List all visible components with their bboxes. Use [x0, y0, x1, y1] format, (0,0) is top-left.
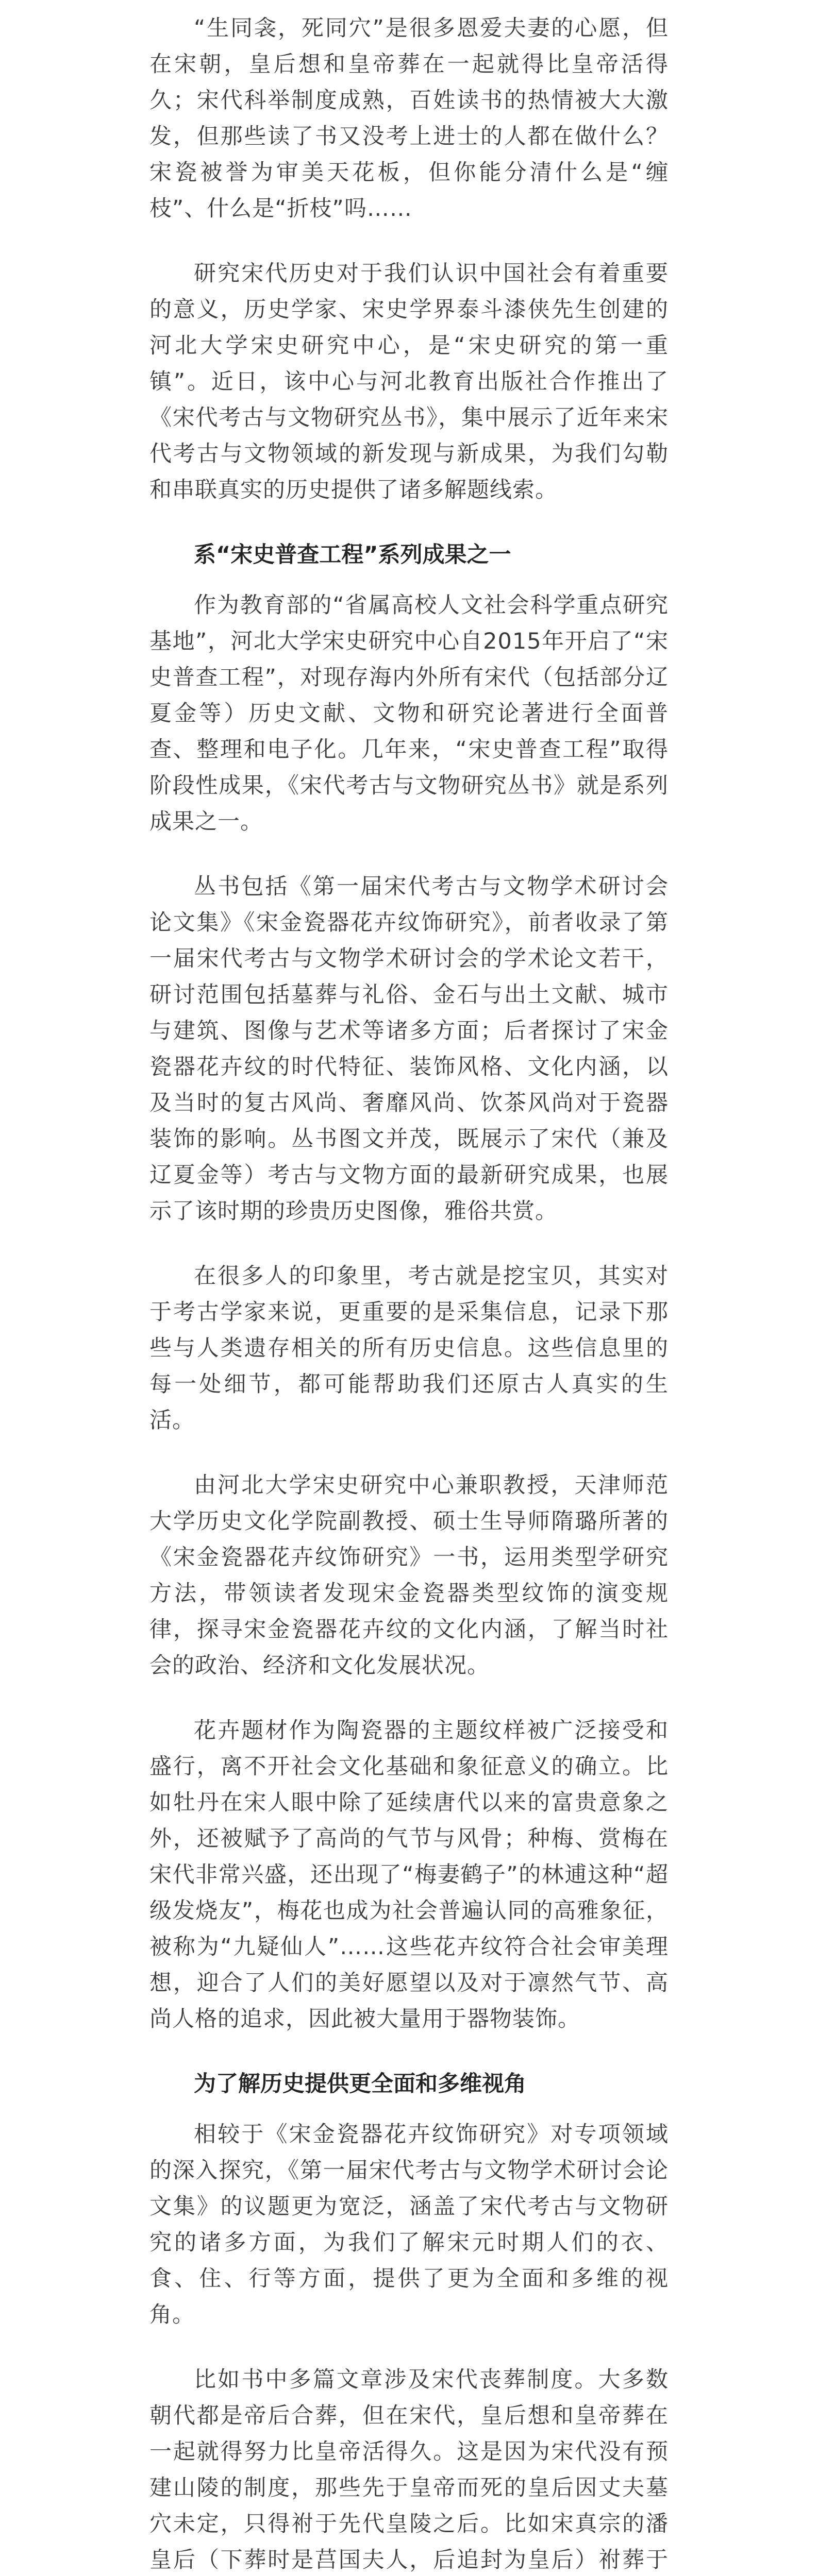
paragraph: 作为教育部的“省属高校人文社会科学重点研究基地”，河北大学宋史研究中心自2015年开启了“宋史普查工程”，对现存海内外所有宋代（包括部分辽夏金等）历史文献、文物和研究论著进行全面普查、整理和电子化。几年来，“宋史普查工程”取得阶段性成果，《宋代考古与文物研究丛书》就是系列成果之一。 — [149, 592, 669, 835]
section-heading: 系“宋史普查工程”系列成果之一 — [194, 542, 511, 568]
paragraph: 研究宋代历史对于我们认识中国社会有着重要的意义，历史学家、宋史学界泰斗漆侠先生创建的河北大学宋史研究中心，是“宋史研究的第一重镇”。近日，该中心与河北教育出版社合作推出了《宋代考古与文物研究丛书》，集中展示了近年来宋代考古与文物领域的新发现与新成果，为我们勾勒和串联真实的历史提供了诸多解题线索。 — [149, 261, 669, 503]
paragraph: 相较于《宋金瓷器花卉纹饰研究》对专项领域的深入探究，《第一届宋代考古与文物学术研讨会论文集》的议题更为宽泛，涵盖了宋代考古与文物研究的诸多方面，为我们了解宋元时期人们的衣、食、住、行等方面，提供了更为全面和多维的视角。 — [149, 2122, 669, 2328]
paragraph: 丛书包括《第一届宋代考古与文物学术研讨会论文集》《宋金瓷器花卉纹饰研究》，前者收录了第一届宋代考古与文物学术研讨会的学术论文若干，研讨范围包括墓葬与礼俗、金石与出土文献、城市与建筑、图像与艺术等诸多方面；后者探讨了宋金瓷器花卉纹的时代特征、装饰风格、文化内涵，以及当时的复古风尚、奢靡风尚、饮茶风尚对于瓷器装饰的影响。丛书图文并茂，既展示了宋代（兼及辽夏金等）考古与文物方面的最新研究成果，也展示了该时期的珍贵历史图像，雅俗共赏。 — [149, 874, 669, 1224]
section-heading: 为了解历史提供更全面和多维视角 — [194, 2071, 526, 2097]
paragraph: 由河北大学宋史研究中心兼职教授，天津师范大学历史文化学院副教授、硕士生导师隋璐所著的《宋金瓷器花卉纹饰研究》一书，运用类型学研究方法，带领读者发现宋金瓷器类型纹饰的演变规律，探寻宋金瓷器花卉纹的文化内涵，了解当时社会的政治、经济和文化发展状况。 — [149, 1472, 669, 1679]
paragraph: 比如书中多篇文章涉及宋代丧葬制度。大多数朝代都是帝后合葬，但在宋代，皇后想和皇帝葬在一起就得努力比皇帝活得久。这是因为宋代没有预建山陵的制度，那些先于皇帝而死的皇后因丈夫墓穴未定，只得祔于先代皇陵之后。比如宋真宗的潘皇后（下葬时是莒国夫人，后追封为皇后）祔葬于 — [149, 2367, 669, 2573]
paragraph-intro: “生同衾，死同穴”是很多恩爱夫妻的心愿，但在宋朝，皇后想和皇帝葬在一起就得比皇帝活得久；宋代科举制度成熟，百姓读书的热情被大大激发，但那些读了书又没考上进士的人都在做什么？宋瓷被誉为审美天花板，但你能分清什么是“缠枝”、什么是“折枝”吗…… — [149, 15, 669, 222]
paragraph: 花卉题材作为陶瓷器的主题纹样被广泛接受和盛行，离不开社会文化基础和象征意义的确立。比如牡丹在宋人眼中除了延续唐代以来的富贵意象之外，还被赋予了高尚的气节与风骨；种梅、赏梅在宋代非常兴盛，还出现了“梅妻鹤子”的林逋这种“超级发烧友”，梅花也成为社会普遍认同的高雅象征，被称为“九疑仙人”……这些花卉纹符合社会审美理想，迎合了人们的美好愿望以及对于凛然气节、高尚人格的追求，因此被大量用于器物装饰。 — [149, 1718, 669, 2032]
paragraph: 在很多人的印象里，考古就是挖宝贝，其实对于考古学家来说，更重要的是采集信息，记录下那些与人类遗存相关的所有历史信息。这些信息里的每一处细节，都可能帮助我们还原古人真实的生活。 — [149, 1263, 669, 1433]
